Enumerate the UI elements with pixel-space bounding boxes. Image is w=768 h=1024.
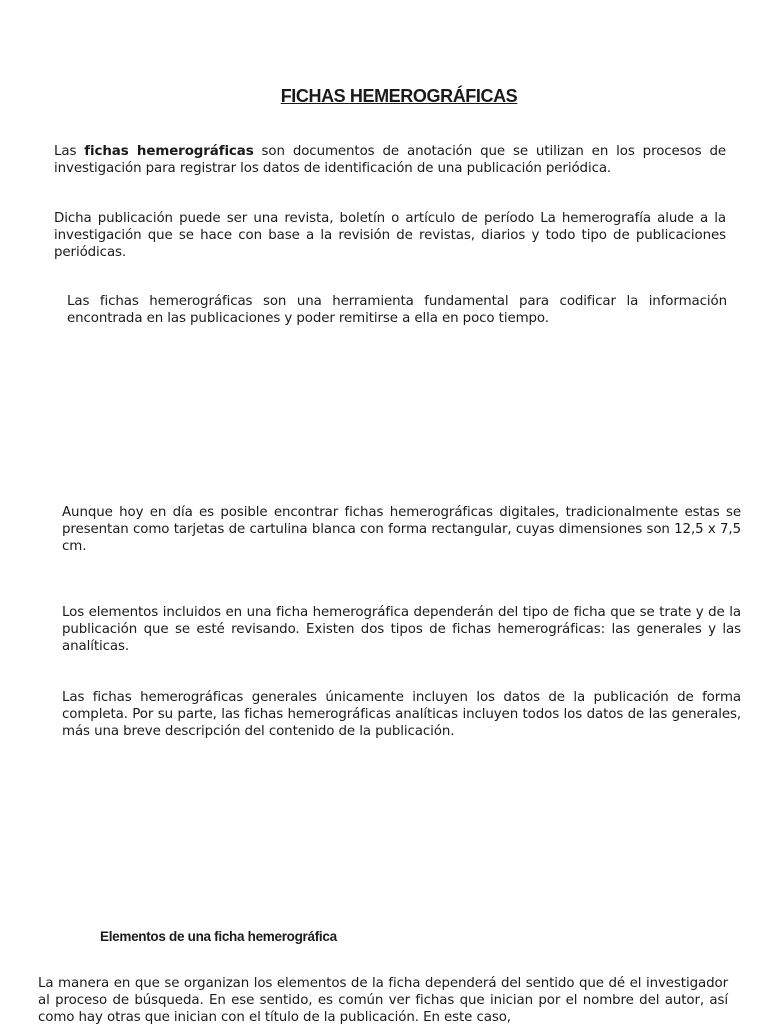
paragraph-tool: Las fichas hemerográficas son una herramienta fundamental para codificar la información encontrada en las publicaciones y poder remitirse a ella en poco tiempo. [67,294,727,326]
paragraph-definition [54,143,726,177]
paragraph-format: Aunque hoy en día es posible encontrar fichas hemerográficas digitales, tradicionalmente estas se presentan como tarjetas de cartulina blanca con forma rectangular, cuyas dimensiones son 12,5 x 7,5 cm. [62,505,741,554]
paragraph-elements: La manera en que se organizan los elementos de la ficha dependerá del sentido que dé el investigador al proceso de búsqueda. En ese sentido, es común ver fichas que inician por el nombre del autor, así como hay otras que inician con el título de la publicación. En este caso, [38,976,728,1024]
paragraph-definition-bold-term: fichas hemerográficas [84,144,254,159]
paragraph-general-analytic: Las fichas hemerográficas generales únicamente incluyen los datos de la publicación de forma completa. Por su parte, las fichas hemerográficas analíticas incluyen todos los datos de las generales, más una breve descripción del contenido de la publicación. [62,690,741,739]
paragraph-types: Los elementos incluidos en una ficha hemerográfica dependerán del tipo de ficha que se trate y de la publicación que se esté revisando. Existen dos tipos de fichas hemerográficas: las generales y las analíticas. [62,605,741,654]
paragraph-publication: Dicha publicación puede ser una revista, boletín o artículo de período La hemerografía alude a la investigación que se hace con base a la revisión de revistas, diarios y todo tipo de publicaciones periódicas. [54,211,726,260]
page-title: FICHAS HEMEROGRÁFICAS [280,86,518,106]
paragraph-definition-lead: Las [54,144,85,159]
section-heading: Elementos de una ficha hemerográfica [100,929,337,944]
paragraph-definition-rest: son documentos de anotación que se utilizan en los procesos de investigación para registrar los datos de identificación de una publicación periódica. [54,144,727,176]
